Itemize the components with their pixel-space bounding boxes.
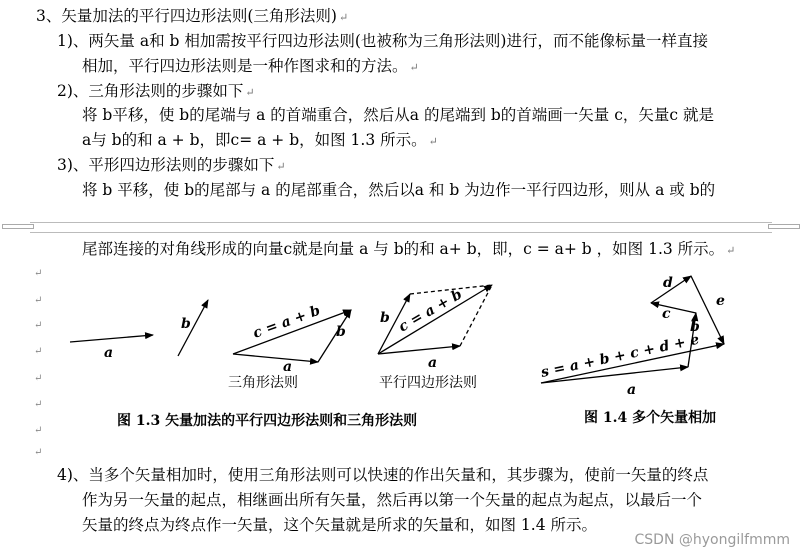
- figure-1-4-caption: 图 1.4 多个矢量相加: [584, 410, 717, 426]
- margin-mark: ↵: [34, 346, 43, 357]
- label-fig14-a: a: [627, 382, 637, 398]
- label-fig14-d: d: [663, 275, 673, 291]
- label-tri-sum: c = a + b: [250, 302, 323, 342]
- triangle-rule-caption: 三角形法则: [228, 375, 298, 391]
- label-par-b: b: [380, 310, 390, 326]
- item1-line2: 相加，平行四边形法则是一种作图求和的方法。 ↵: [82, 57, 419, 75]
- label-fig14-sum: s = a + b + c + d + e: [539, 331, 701, 381]
- label-vec-b: b: [181, 316, 191, 332]
- item3-title: 3)、平形四边形法则的步骤如下 ↵: [57, 156, 286, 174]
- section-heading: 3、矢量加法的平行四边形法则(三角形法则) ↵: [36, 7, 349, 25]
- label-fig14-b: b: [690, 319, 700, 335]
- parallelogram-rule-caption: 平行四边形法则: [379, 375, 477, 391]
- margin-mark: ↵: [34, 399, 43, 410]
- vector-a-arrow: [70, 335, 153, 342]
- margin-mark: ↵: [34, 425, 43, 436]
- figure-1-3-caption: 图 1.3 矢量加法的平行四边形法则和三角形法则: [117, 413, 418, 429]
- margin-mark: ↵: [34, 295, 43, 306]
- item4-line2: 作为另一矢量的起点，相继画出所有矢量，然后再以第一个矢量的起点为起点，以最后一个: [82, 491, 703, 509]
- label-fig14-e: e: [716, 293, 725, 309]
- label-tri-a: a: [283, 359, 293, 375]
- fig14-c-arrow: [651, 303, 696, 313]
- item4-line3: 矢量的终点为终点作一矢量，这个矢量就是所求的矢量和，如图 1.4 所示。: [82, 516, 598, 534]
- tri-b-arrow: [318, 310, 351, 362]
- item3-line1: 将 b 平移，使 b的尾部与 a 的尾部重合，然后以a 和 b 为边作一平行四边形，则从 a 或 b的: [82, 181, 716, 199]
- item2-line2: a与 b的和 a + b，即c= a + b，如图 1.3 所示。 ↵: [82, 131, 438, 149]
- margin-mark: ↵: [34, 447, 43, 458]
- item2-line1: 将 b平移，使 b的尾端与 a 的首端重合，然后从a 的尾端到 b的首端画一矢量 c，矢量c 就是: [82, 106, 715, 124]
- item4-line1: 4)、当多个矢量相加时，使用三角形法则可以快速的作出矢量和，其步骤为，使前一矢量的终点: [57, 466, 709, 484]
- item1-line1: 1)、两矢量 a和 b 相加需按平行四边形法则(也被称为三角形法则)进行，而不能像标量一样直接: [57, 32, 708, 50]
- label-par-sum: c = a + b: [396, 286, 465, 336]
- watermark: CSDN @hyongilfmmm: [634, 532, 790, 548]
- label-par-a: a: [428, 355, 438, 371]
- label-vec-a: a: [104, 345, 114, 361]
- label-fig14-c: c: [662, 306, 671, 322]
- item2-title: 2)、三角形法则的步骤如下 ↵: [57, 82, 255, 100]
- par-sum-arrow: [378, 285, 492, 354]
- label-tri-b: b: [336, 324, 346, 340]
- tri-a-arrow: [233, 354, 318, 362]
- margin-mark: ↵: [34, 320, 43, 331]
- margin-mark: ↵: [34, 268, 43, 279]
- margin-mark: ↵: [34, 373, 43, 384]
- item3-line2: 尾部连接的对角线形成的向量c就是向量 a 与 b的和 a+ b，即，c = a+ b ，如图 1.3 所示。 ↵: [82, 240, 736, 258]
